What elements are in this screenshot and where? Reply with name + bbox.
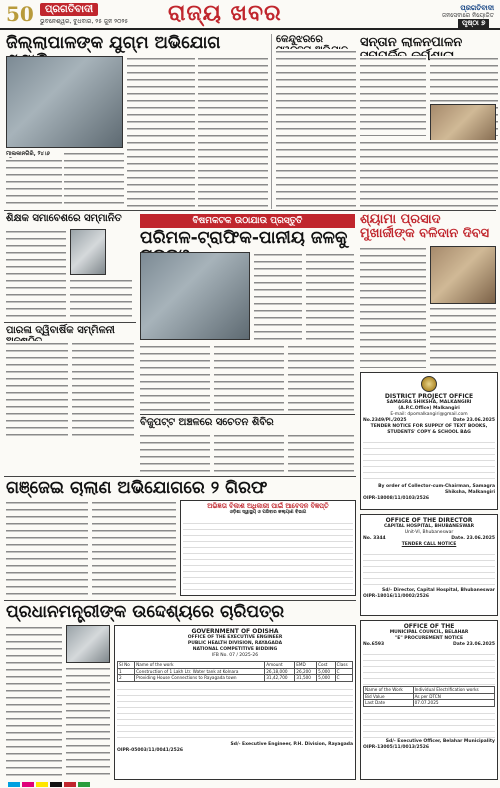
body-ganja-2 [92,500,176,596]
table-cell: 5,000 [317,668,336,675]
ad-mun-title: OFFICE OF THE [403,623,455,630]
body-tribal-1 [140,433,210,473]
table-row [364,700,495,707]
ad-dpha-signature: Sd/- Director, Capital Hospital, Bhubaneswar [382,588,495,593]
photo-nutrition-meeting [140,252,250,340]
table-cell: C [335,668,352,675]
ad-dpha-notice-title: TENDER CALL NOTICE [401,542,457,547]
body-school-3 [360,140,498,208]
table-cell: 26,18,000 [265,668,295,675]
table-cell: Individual Electrification works [413,687,494,694]
headline-review: ପାରଳା ଦ୍ୱିବାର୍ଷିକ ସମ୍ମିଳନୀ [6,325,115,336]
table-cell: Name of the Work [364,687,414,694]
ad-dpha-sub1: CAPITAL HOSPITAL, BHUBANESWAR [383,524,475,529]
ad-pwd-title: GOVERNMENT OF ODISHA [191,628,279,635]
divider [271,34,272,209]
emblem-icon [421,376,437,392]
kicker-nutrition: ବିଷମକଟକ ଉଠାଯାଉ ପ୍ରସ୍ତୁତି [140,214,355,228]
ad-dpha-no: No. 3344 [363,536,386,541]
ad-district-date: Date 23.06.2025 [452,418,495,423]
body-mukherjee-2 [430,306,496,368]
anniversary-logo: 50 [6,2,34,26]
photo-mukherjee-tribute [430,246,496,304]
ad-mun-date: Date 23.06.2025 [452,642,495,647]
table-cell: Last Date [364,700,414,707]
ad-dpha-date: Date. 23.06.2025 [451,536,495,541]
ad-mid-banner [180,500,356,596]
headline-keonjhar: କେନ୍ଦୁଝରରେ [276,34,323,45]
dateline: ଭୁବନେଶ୍ୱର, ବୁଧବାର, ୨୫ ଜୁନ ୨୦୨୫ [40,18,129,25]
headline-tribal: ବିଜୁପଟ୍ଟ ଅଞ୍ଚଳରେ ସଚେତନ ଶିବିର [140,417,274,428]
ad-pwd-table [117,661,353,682]
table-cell: 07.07.2025 [413,700,494,707]
body-tribal-2 [214,433,284,473]
body-collector-3 [127,56,195,208]
tagline-line2: ଜନସେବାରେ ନିୟୋଜିତ [441,12,494,20]
table-header-cell: Class [335,662,352,669]
color-swatch [78,782,90,787]
table-cell: 5,000 [317,675,336,682]
ad-mun-sub2: "E" PROCUREMENT NOTICE [394,636,464,641]
ad-district-body [363,437,495,483]
row-rule-5 [4,600,356,601]
ad-mid-body [183,518,353,590]
ad-pwd-notice-no: IFB No. 07 / 2025-26 [211,653,259,658]
table-cell: 1 [118,668,135,675]
body-review-2 [72,341,134,437]
ad-dpha-sub2: Unit-VI, Bhubaneswar [404,530,454,535]
ad-pwd-sub2: PUBLIC HEALTH DIVISION, RAYAGADA [187,641,283,646]
masthead [0,0,500,30]
headline-nutrition: ପରିମଳ-ଟ୍ରାଫିକ-ପାନୀୟ ଜଳକୁ [140,228,348,248]
photo-collector-meeting [6,56,123,148]
ad-mun-table [363,686,495,707]
row-rule-4 [4,476,356,477]
ad-municipal [360,620,498,780]
ad-district-project [360,372,498,510]
table-row [118,675,353,682]
ad-pwd-notice-title: NATIONAL COMPETITIVE BIDDING [192,647,278,652]
ad-district-no: No.2349/Pl./2025 [363,418,407,423]
body-nutrition-3 [140,344,210,412]
color-swatch [50,782,62,787]
photo-portrait-teacher [70,229,106,275]
body-keonjhar [276,49,356,209]
table-cell: Construction of 1 Lakh Ltr. Water tank at Kolnara [135,668,265,675]
body-sparkle-1 [6,229,66,319]
body-ganja-1 [6,500,88,596]
ad-pwd-body [117,684,353,740]
body-collector-1 [6,158,62,208]
tagline-line1: ପ୍ରଗତିବାଦୀ [460,4,494,12]
table-cell: 31,500 [295,675,317,682]
color-swatch [22,782,34,787]
color-swatch [36,782,48,787]
table-cell: 2 [118,675,135,682]
ad-mun-code: OIPR-13005/11/0013/2526 [363,744,430,750]
section-title: ରାଜ୍ୟ ଖବର [168,1,282,26]
body-collector-4 [198,56,268,208]
ad-district-sub2: (A.P.C.Office) Malkangiri [398,406,460,411]
headline-collector: ଜିଲ୍ଲାପାଳଙ୍କ ଯୁଗ୍ମ ଅଭିଯୋଗ [6,33,221,53]
byline-collector: ମାଲକାନଗିରି, ୨୪।୬ [6,151,50,157]
headline-pm: ପ୍ରଧାନମନ୍ତ୍ରୀଙ୍କ ଉଦ୍ଦେଶ୍ୟରେ ଚାରିପତ୍ର [6,602,285,622]
body-review-1 [6,341,68,437]
ad-district-email: E-mail: dpomalkangiri@gmail.com [390,412,468,417]
table-cell: C [335,675,352,682]
ad-dpha-title: OFFICE OF THE DIRECTOR [385,517,473,524]
ad-mun-no: No.6593 [363,642,385,647]
photo-pm-event [66,625,110,663]
page-number: ପୃଷ୍ଠା ୭ [458,19,489,28]
headline-mukherjee: ଶ୍ୟାମା ପ୍ରସାଦ ମୁଖାର୍ଜୀଙ୍କ ବଳିଦାନ ଦିବସ [360,212,490,241]
printer-color-bars [0,782,500,788]
ad-mun-body [363,708,495,738]
body-collector-2 [64,151,124,208]
ad-district-signature: By order of Collector-cum-Chairman, Samagra Shiksha, Malkangiri [378,484,495,495]
ad-pwd-signature: Sd/- Executive Engineer, P.H. Division, Rayagada [230,741,353,747]
row-rule-1 [4,210,496,211]
table-cell: 31,42,700 [265,675,295,682]
ad-capital-hospital [360,514,498,616]
table-row [118,668,353,675]
headline-school: ସନ୍ତାନ ଲାଳନପାଳନ [360,35,463,50]
headline-sparkle: ଶିକ୍ଷକ ସମାବେଶରେ ସମ୍ମାନିତ [6,213,122,224]
ad-pwd [114,625,356,780]
body-tribal-3 [288,433,354,473]
body-pm-2 [66,666,110,780]
body-mukherjee-1 [360,246,426,368]
ad-district-code: OIPR-18008/11/0103/2526 [363,496,430,501]
row-rule-2 [4,322,136,323]
ad-district-title: DISTRICT PROJECT OFFICE [384,393,474,400]
table-cell: As per DTCN [413,693,494,700]
table-header-cell: Name of the work [135,662,265,669]
table-row [364,687,495,694]
body-sparkle-2 [70,278,132,320]
body-nutrition-2 [306,252,354,340]
color-swatch [64,782,76,787]
ad-mid-sub: ଓଡ଼ିଶା ସ୍ୱାସ୍ଥ୍ୟ ଓ ପରିବାର କଲ୍ୟାଣ ବିଭାଗ [229,510,307,515]
tagline [410,4,494,20]
body-nutrition-1 [254,252,302,340]
table-cell: Bid Value [364,693,414,700]
table-header-cell: EMD [295,662,317,669]
ad-mun-sub1: MUNICIPAL COUNCIL, BELAHAR [389,630,469,635]
table-header-cell: Cost [317,662,336,669]
table-header-cell: Amount [265,662,295,669]
table-cell: 26,200 [295,668,317,675]
ad-district-sub1: SAMAGRA SHIKSHA, MALKANGIRI [386,400,472,405]
ad-pwd-sub1: OFFICE OF THE EXECUTIVE ENGINEER [187,635,283,640]
body-nutrition-5 [288,344,354,412]
headline-ganja: ଗଞ୍ଜେଇ ଚାଲାଣ ଅଭିଯୋଗରେ ୨ ଗିରଫ [6,478,268,498]
table-header-cell: Sl No [118,662,135,669]
brand-name: ପ୍ରଗତିବାଦୀ [40,3,98,16]
ad-district-notice-title: TENDER NOTICE FOR SUPPLY OF TEXT BOOKS, STUDENTS' COPY & SCHOOL BAG [370,424,488,435]
color-swatch [8,782,20,787]
table-cell: Providing House Connections to Rayagada town [135,675,265,682]
body-pm-1 [6,625,62,780]
ad-pwd-code: OIPR-05003/11/0041/2526 [117,747,184,753]
row-rule-3 [140,414,355,415]
ad-mun-intro [363,649,495,685]
ad-mun-signature: Sd/- Executive Officer, Belahar Municipality [385,738,495,744]
ad-dpha-body [363,549,495,587]
ad-dpha-code: OIPR-18016/11/0002/2526 [363,594,430,599]
body-nutrition-4 [214,344,284,412]
ad-mid-title: ଅଭିଜ୍ଞତା ବିକାଶ ଅଧିକାରୀ ପାଇଁ ଆବେଦନ ବିଜ୍ଞପ୍ତି [207,502,329,510]
body-school-1 [360,56,426,136]
